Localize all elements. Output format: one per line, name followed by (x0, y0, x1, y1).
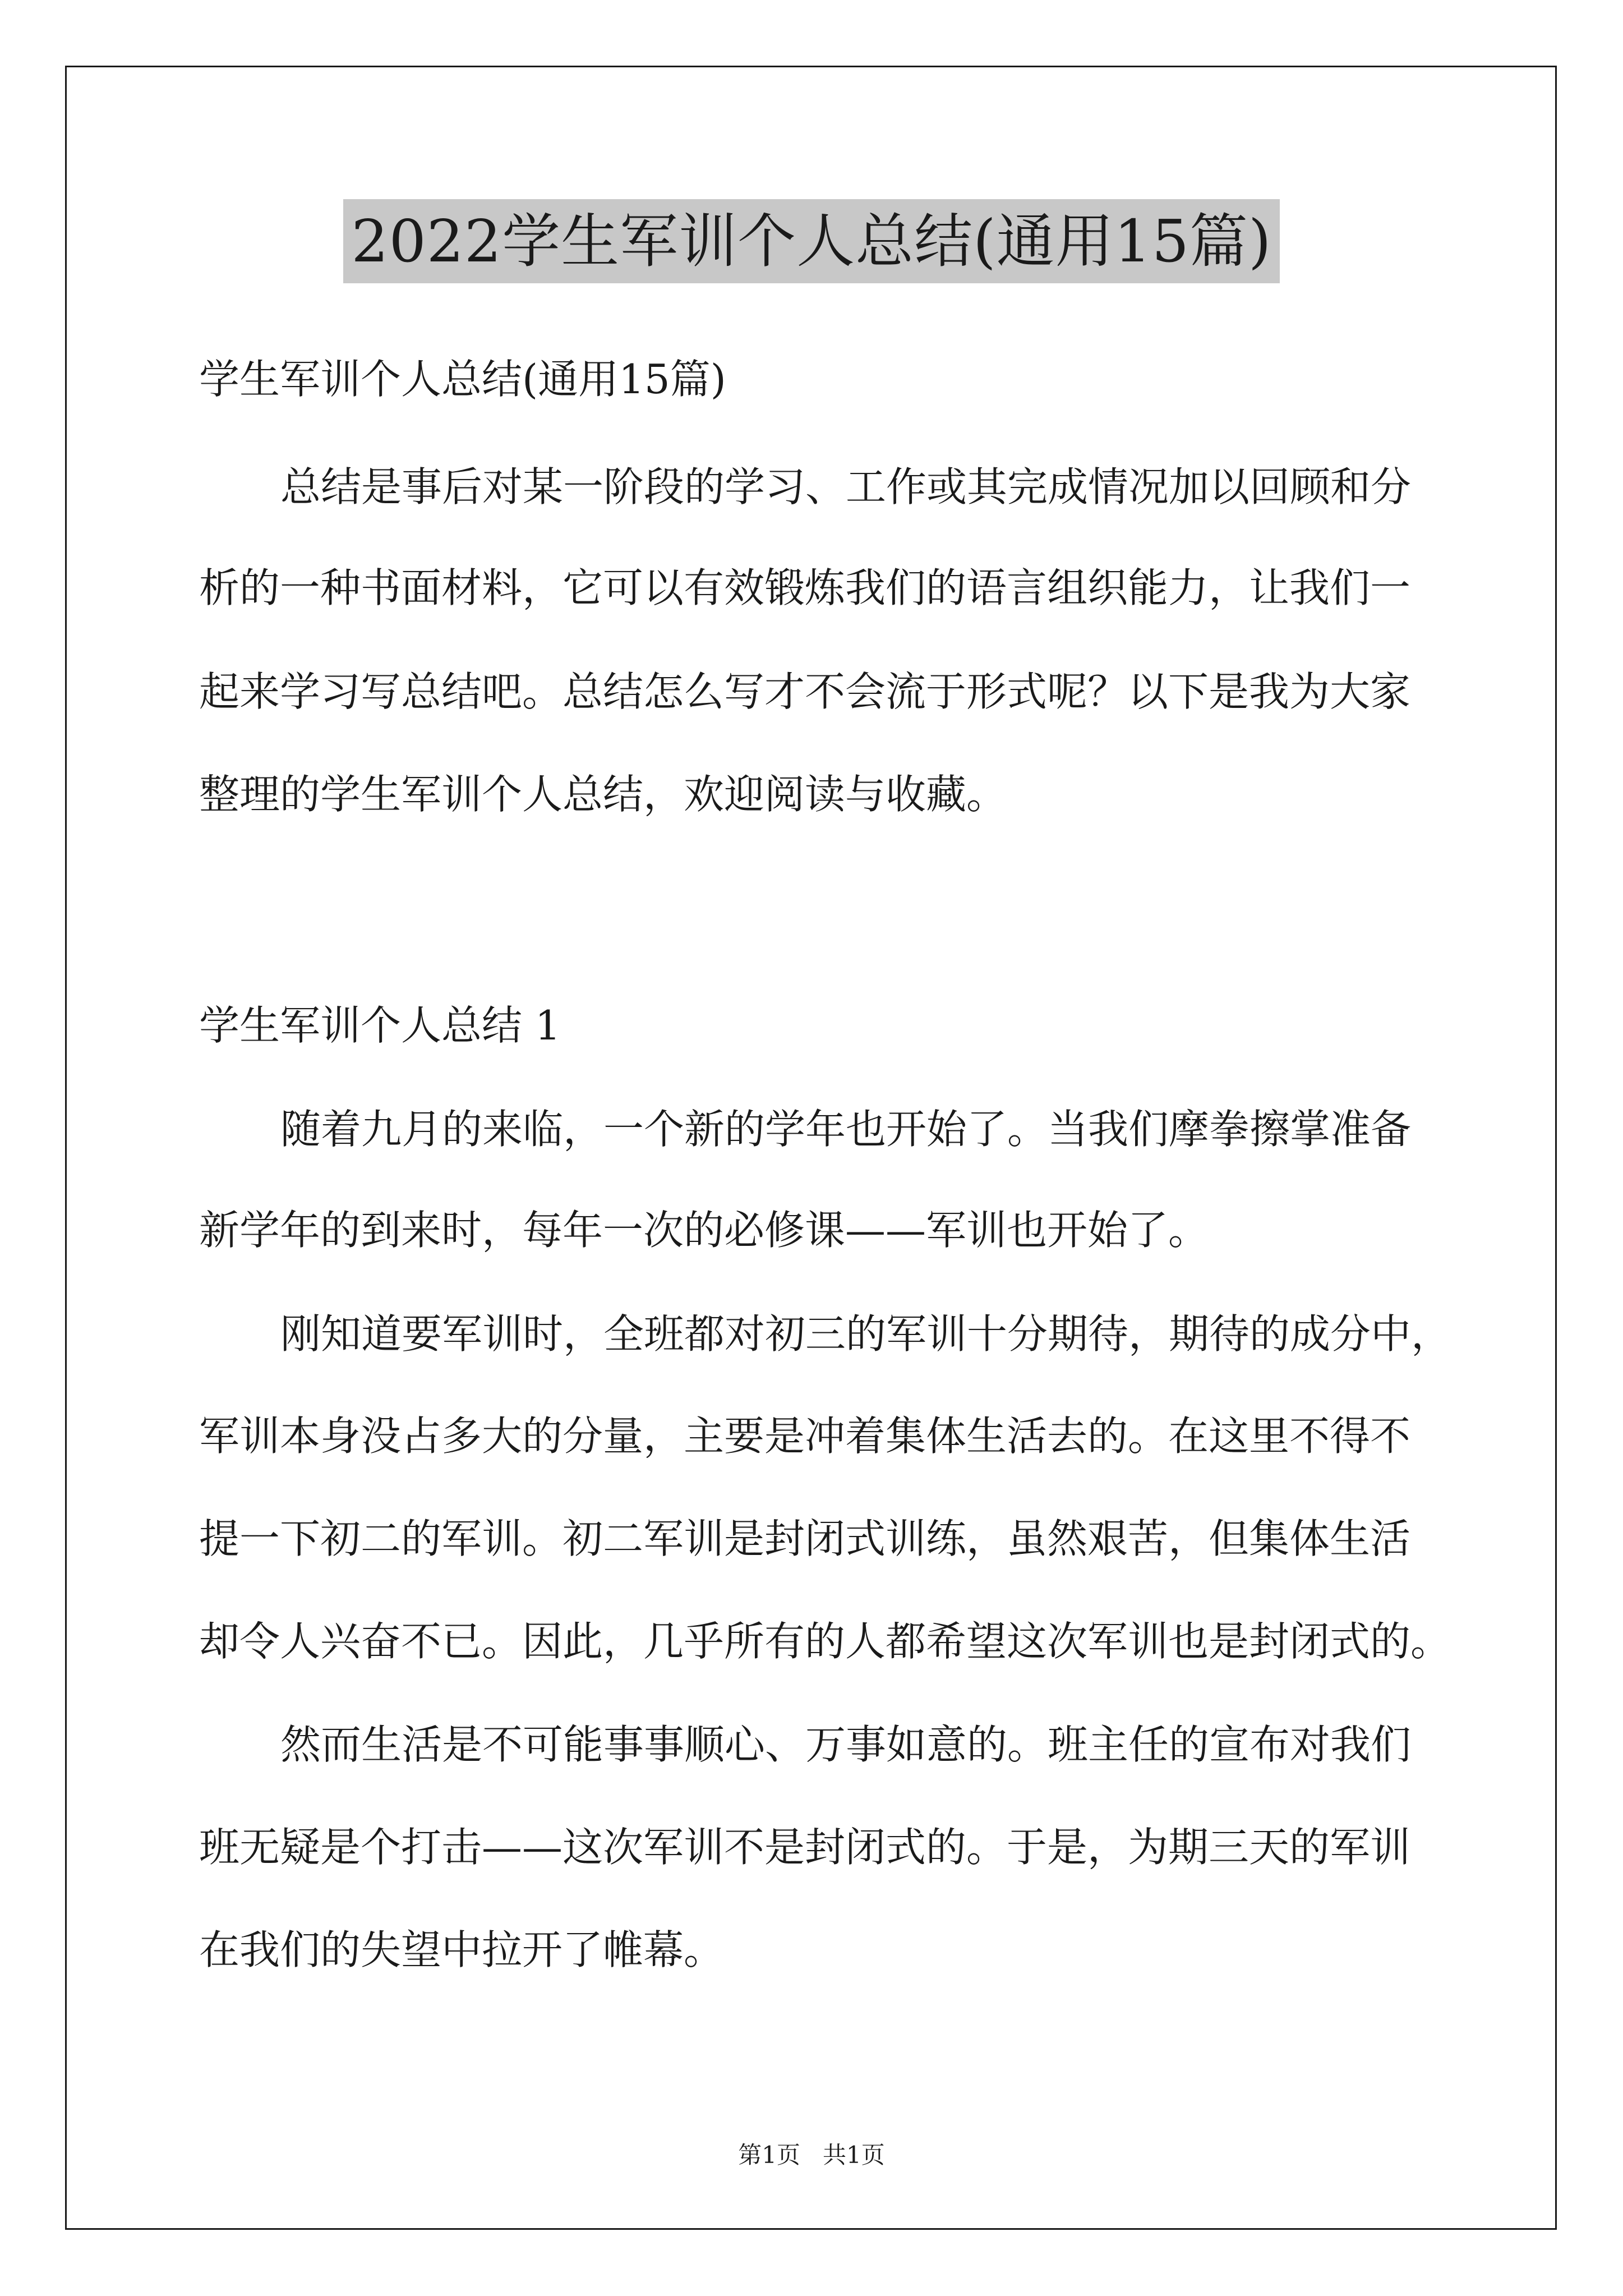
intro-line-2: 析的一种书面材料，它可以有效锻炼我们的语言组织能力，让我们一 (199, 564, 1411, 611)
para3-line-1: 然而生活是不可能事事顺心、万事如意的。班主任的宣布对我们 (280, 1721, 1412, 1768)
page-footer: 第1页 共1页 (738, 2141, 885, 2169)
para2-line-3: 提一下初二的军训。初二军训是封闭式训练，虽然艰苦，但集体生活 (199, 1515, 1411, 1562)
para3-line-3: 在我们的失望中拉开了帷幕。 (199, 1926, 725, 1973)
intro-line-3: 起来学习写总结吧。总结怎么写才不会流于形式呢？以下是我为大家 (199, 668, 1411, 715)
para2-line-2: 军训本身没占多大的分量，主要是冲着集体生活去的。在这里不得不 (199, 1412, 1411, 1460)
document-title: 2022学生军训个人总结(通用15篇) (343, 199, 1279, 283)
title-container (0, 199, 1623, 283)
section-heading: 学生军训个人总结 1 (199, 1002, 561, 1049)
para3-line-2: 班无疑是个打击——这次军训不是封闭式的。于是，为期三天的军训 (199, 1824, 1411, 1871)
subtitle: 学生军训个人总结(通用15篇) (199, 356, 726, 403)
para2-line-4: 却令人兴奋不已。因此，几乎所有的人都希望这次军训也是封闭式的。 (199, 1618, 1451, 1665)
intro-line-4: 整理的学生军训个人总结，欢迎阅读与收藏。 (199, 771, 1007, 818)
para2-line-1: 刚知道要军训时，全班都对初三的军训十分期待，期待的成分中， (280, 1310, 1452, 1358)
para1-line-2: 新学年的到来时，每年一次的必修课——军训也开始了。 (199, 1207, 1209, 1254)
para1-line-1: 随着九月的来临，一个新的学年也开始了。当我们摩拳擦掌准备 (280, 1106, 1412, 1153)
intro-line-1: 总结是事后对某一阶段的学习、工作或其完成情况加以回顾和分 (280, 463, 1412, 510)
